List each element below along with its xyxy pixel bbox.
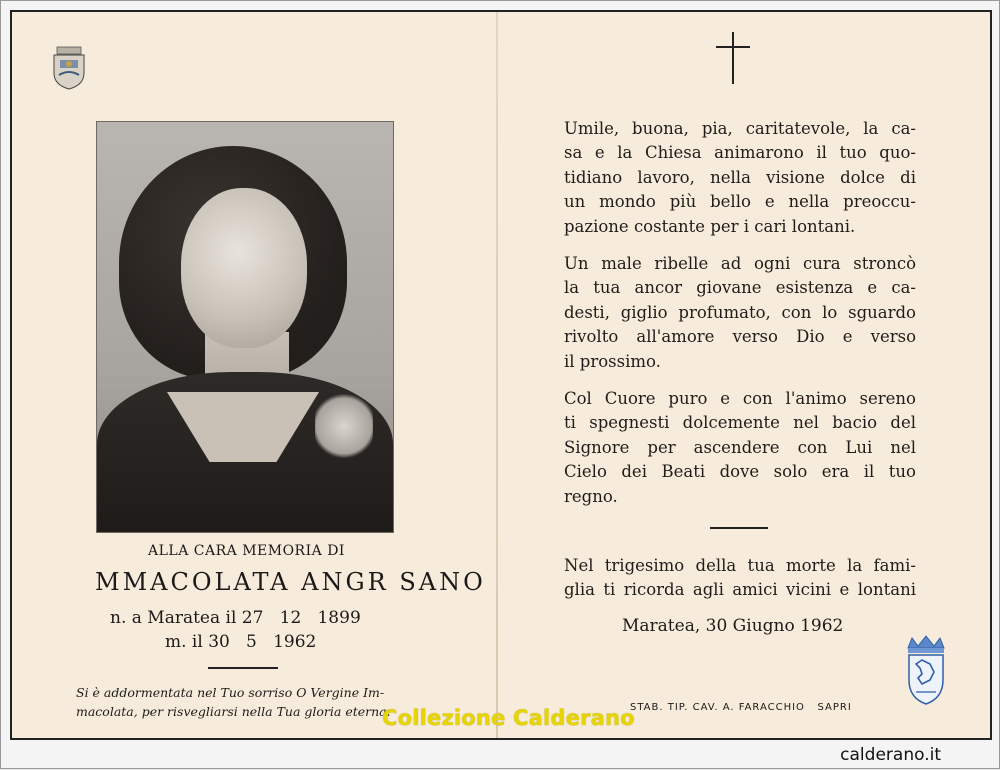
- birth-line: n. a Maratea il 27 12 1899: [110, 608, 361, 628]
- paragraph-1: [564, 117, 916, 239]
- trigesimo-line: Nel trigesimo della tua morte la fami-: [564, 556, 916, 575]
- paragraph-1-line: pazione costante per i cari lontani.: [564, 216, 856, 236]
- memory-line: ALLA CARA MEMORIA DI: [148, 543, 345, 559]
- memorial-card: [10, 10, 992, 740]
- paragraph-2: [564, 252, 916, 374]
- paragraph-3-line: Col Cuore puro e con l'animo sereno: [564, 389, 916, 408]
- date-line: Maratea, 30 Giugno 1962: [622, 616, 844, 636]
- paragraph-3-line: regno.: [564, 486, 618, 506]
- deceased-name: MMACOLATA ANGR SANO: [95, 568, 486, 596]
- cross-icon-bar: [716, 46, 750, 48]
- epitaph-line-2: macolata, per risvegliarsi nella Tua gloria eterna.: [76, 704, 391, 719]
- trigesimo-block: [564, 554, 916, 603]
- paragraph-1-line: sa e la Chiesa animarono il tuo quo-: [564, 143, 916, 163]
- portrait-corsage: [315, 390, 373, 462]
- paragraph-1-line: tidiano lavoro, nella visione dolce di: [564, 167, 916, 187]
- paragraph-3-line: Cielo dei Beati dove solo era il tuo: [564, 462, 916, 482]
- left-divider: [208, 667, 278, 669]
- town-crest-icon: [48, 45, 90, 91]
- paragraph-3-line: Signore per ascendere con Lui nel: [564, 437, 916, 457]
- paragraph-1-line: Umile, buona, pia, caritatevole, la ca-: [564, 119, 916, 138]
- paragraph-2-line: Un male ribelle ad ogni cura stroncò: [564, 254, 916, 273]
- province-crest-icon: [902, 634, 950, 708]
- death-line: m. il 30 5 1962: [165, 632, 317, 652]
- trigesimo-line: glia ti ricorda agli amici vicini e lontani: [564, 580, 916, 600]
- paragraph-3: [564, 387, 916, 509]
- collection-watermark: Collezione Calderano: [382, 706, 635, 730]
- portrait-face: [181, 188, 307, 348]
- footer-site-link[interactable]: calderano.it: [840, 745, 941, 765]
- paragraph-2-line: la tua ancor giovane esistenza e ca-: [564, 278, 916, 298]
- portrait-photo: [96, 121, 394, 533]
- epitaph-line-1: Si è addormentata nel Tuo sorriso O Vergine Im-: [76, 685, 385, 700]
- footer-bar: [1, 741, 1000, 770]
- paragraph-3-line: ti spegnesti dolcemente nel bacio del: [564, 413, 916, 433]
- paragraph-2-line: il prossimo.: [564, 351, 661, 371]
- paragraph-2-line: rivolto all'amore verso Dio e verso: [564, 327, 916, 347]
- paragraph-1-line: un mondo più bello e nella preoccu-: [564, 192, 916, 212]
- right-divider: [710, 527, 768, 529]
- cross-icon: [732, 32, 734, 84]
- paragraph-2-line: desti, giglio profumato, con lo sguardo: [564, 302, 916, 322]
- printer-credit: STAB. TIP. CAV. A. FARACCHIO SAPRI: [630, 702, 852, 713]
